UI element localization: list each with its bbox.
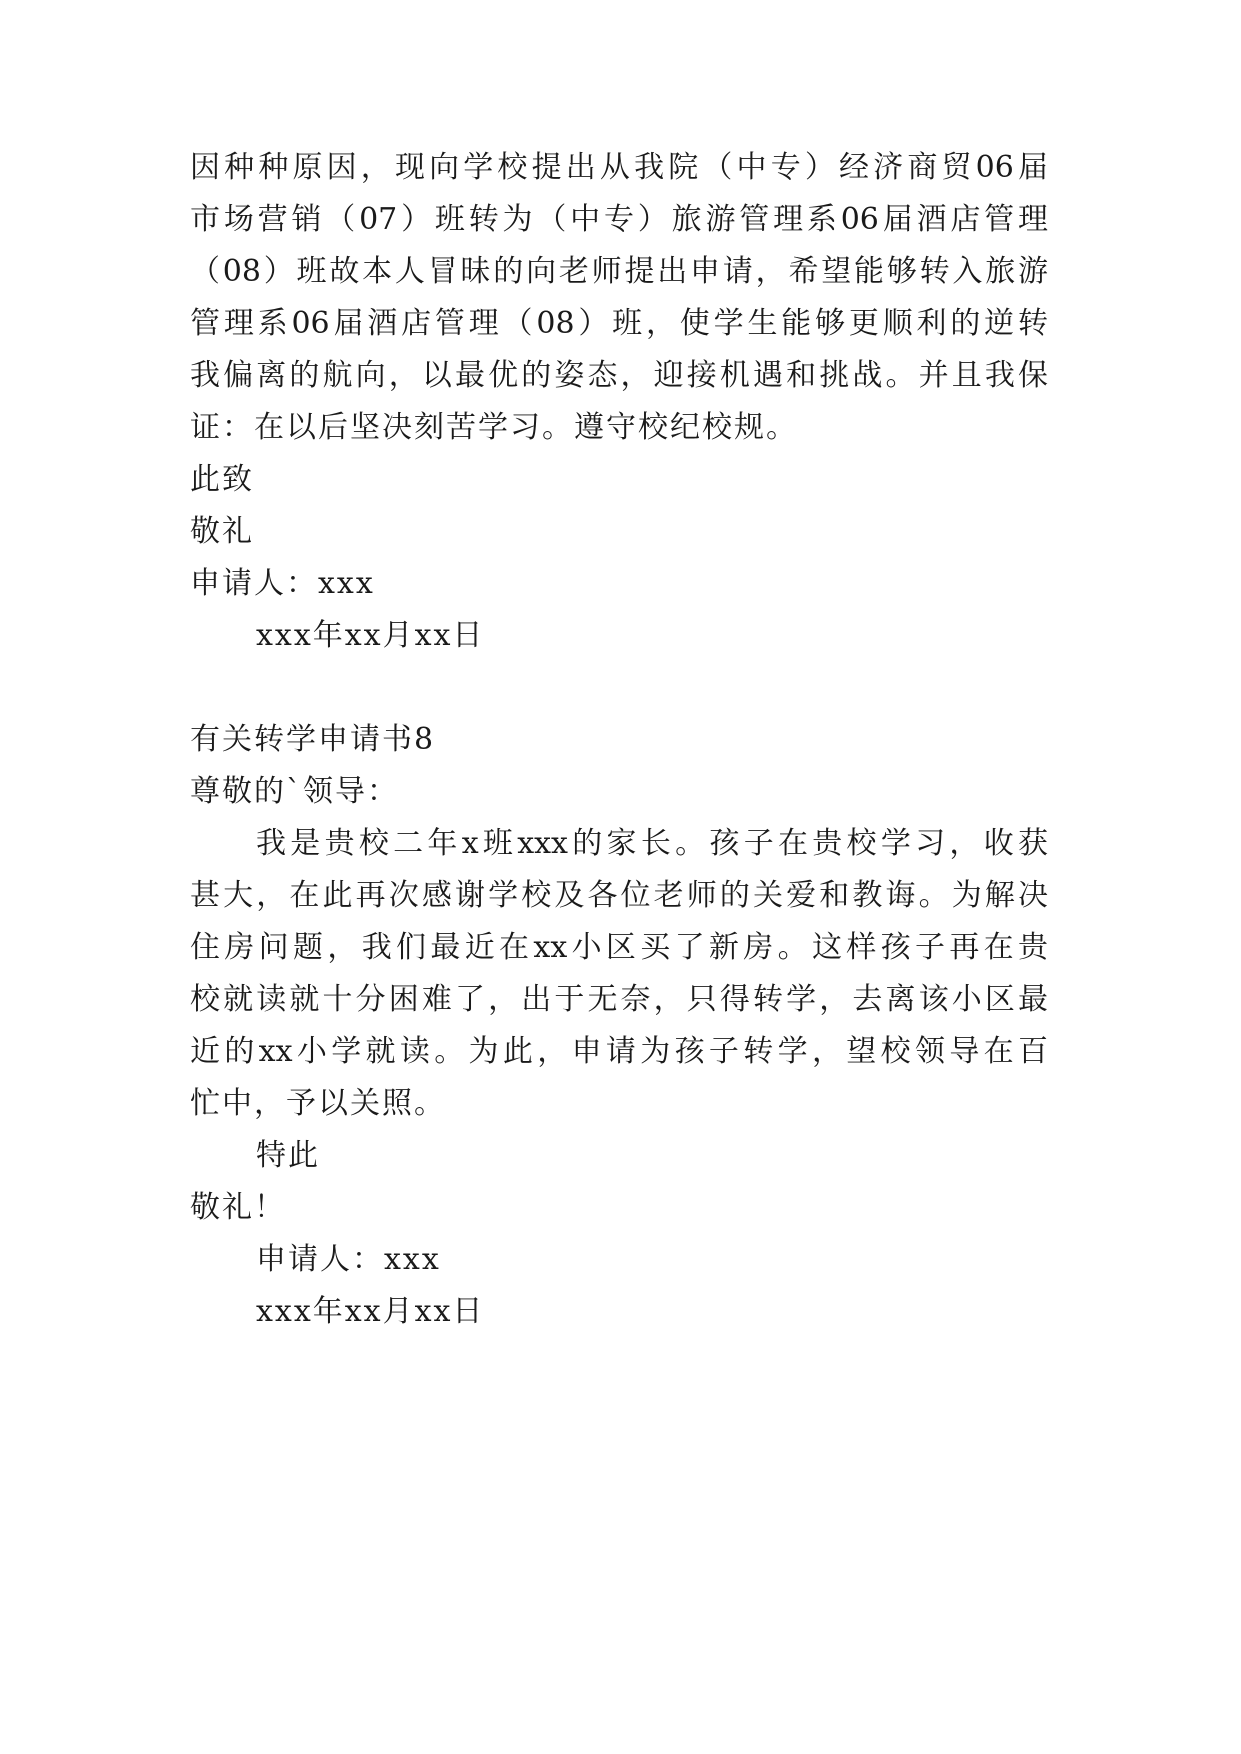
letter1-closing-2: 敬礼 [190,514,254,549]
letter2-body-line-2: 甚大，在此再次感谢学校及各位老师的关爱和教诲。为解决 [190,878,1048,913]
letter1-body-line-2: 市场营销（07）班转为（中专）旅游管理系06届酒店管理 [190,202,1048,237]
letter2-body-line-4: 校就读就十分困难了，出于无奈，只得转学，去离该小区最 [190,982,1048,1017]
letter2-closing-2: 敬礼！ [190,1190,286,1225]
letter2-title: 有关转学申请书8 [190,722,436,757]
letter1-body-line-6: 证：在以后坚决刻苦学习。遵守校纪校规。 [190,410,798,445]
letter1-body-line-1: 因种种原因，现向学校提出从我院（中专）经济商贸06届 [190,150,1048,185]
letter1-body-line-5: 我偏离的航向，以最优的姿态，迎接机遇和挑战。并且我保 [190,358,1048,393]
letter2-closing-1: 特此 [256,1138,320,1173]
letter1-body-line-4: 管理系06届酒店管理（08）班，使学生能够更顺利的逆转 [190,306,1048,341]
letter1-body-line-3: （08）班故本人冒昧的向老师提出申请，希望能够转入旅游 [190,254,1048,289]
letter2-applicant: 申请人：xxx [256,1242,441,1277]
letter1-date: xxx年xx月xx日 [256,618,485,653]
letter1-closing-1: 此致 [190,462,254,497]
letter2-body-line-1: 我是贵校二年x班xxx的家长。孩子在贵校学习，收获 [256,826,1048,861]
letter2-salutation: 尊敬的`领导： [190,774,399,809]
letter2-body-line-5: 近的xx小学就读。为此，申请为孩子转学，望校领导在百 [190,1034,1048,1069]
letter1-applicant: 申请人：xxx [190,566,375,601]
letter2-body-line-3: 住房问题，我们最近在xx小区买了新房。这样孩子再在贵 [190,930,1048,965]
letter2-date: xxx年xx月xx日 [256,1294,485,1329]
letter2-body-line-6: 忙中，予以关照。 [190,1086,446,1121]
